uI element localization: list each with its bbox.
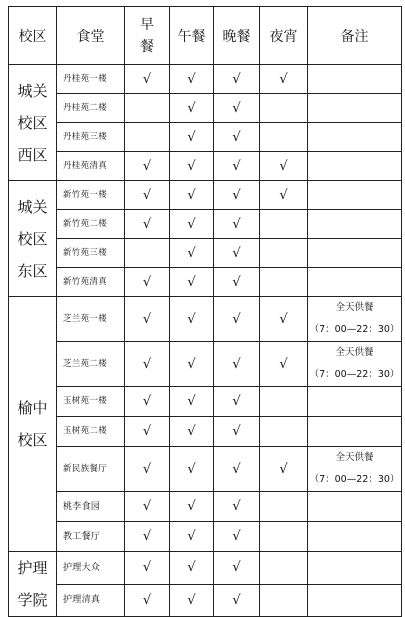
late-night-mark <box>260 239 308 268</box>
breakfast-mark: √ <box>125 584 170 617</box>
canteen-meal-table <box>8 6 402 617</box>
header-row <box>9 7 402 65</box>
table-row <box>9 447 402 492</box>
lunch-mark: √ <box>170 417 214 447</box>
remarks-cell <box>308 552 402 585</box>
breakfast-mark: √ <box>125 387 170 417</box>
remarks-cell <box>308 584 402 617</box>
breakfast-mark <box>125 94 170 123</box>
table-row <box>9 152 402 181</box>
header-lunch: 午餐 <box>170 7 214 65</box>
late-night-mark <box>260 584 308 617</box>
dinner-mark: √ <box>214 297 260 342</box>
lunch-mark: √ <box>170 181 214 210</box>
lunch-mark: √ <box>170 492 214 522</box>
late-night-mark: √ <box>260 152 308 181</box>
late-night-mark <box>260 268 308 297</box>
canteen-name: 教工餐厅 <box>57 522 125 552</box>
dinner-mark: √ <box>214 552 260 585</box>
breakfast-mark: √ <box>125 297 170 342</box>
dinner-mark: √ <box>214 65 260 94</box>
lunch-mark: √ <box>170 239 214 268</box>
remarks-cell: 全天供餐 （7：00—22：30） <box>308 297 402 342</box>
table-row <box>9 123 402 152</box>
canteen-name: 新竹苑二楼 <box>57 210 125 239</box>
canteen-name: 新竹苑清真 <box>57 268 125 297</box>
late-night-mark <box>260 210 308 239</box>
breakfast-mark: √ <box>125 181 170 210</box>
breakfast-mark: √ <box>125 552 170 585</box>
breakfast-mark: √ <box>125 447 170 492</box>
dinner-mark: √ <box>214 268 260 297</box>
dinner-mark: √ <box>214 584 260 617</box>
table-row <box>9 94 402 123</box>
lunch-mark: √ <box>170 268 214 297</box>
late-night-mark: √ <box>260 342 308 387</box>
canteen-name: 新民族餐厅 <box>57 447 125 492</box>
remarks-cell <box>308 492 402 522</box>
breakfast-mark: √ <box>125 417 170 447</box>
breakfast-mark <box>125 239 170 268</box>
remarks-cell <box>308 123 402 152</box>
dinner-mark: √ <box>214 492 260 522</box>
table-row <box>9 65 402 94</box>
late-night-mark <box>260 552 308 585</box>
campus-cell: 城关 校区 东区 <box>9 181 57 297</box>
table-row <box>9 342 402 387</box>
remarks-cell <box>308 210 402 239</box>
table-row <box>9 492 402 522</box>
dinner-mark: √ <box>214 94 260 123</box>
table-row <box>9 417 402 447</box>
dinner-mark: √ <box>214 522 260 552</box>
breakfast-mark: √ <box>125 268 170 297</box>
canteen-name: 丹桂苑一楼 <box>57 65 125 94</box>
remarks-cell: 全天供餐 （7：00—22：30） <box>308 342 402 387</box>
campus-cell: 护理 学院 <box>9 552 57 617</box>
dinner-mark: √ <box>214 152 260 181</box>
late-night-mark: √ <box>260 65 308 94</box>
campus-cell: 榆中 校区 <box>9 297 57 552</box>
header-dinner: 晚餐 <box>214 7 260 65</box>
dinner-mark: √ <box>214 239 260 268</box>
breakfast-mark: √ <box>125 152 170 181</box>
table-row <box>9 239 402 268</box>
canteen-name: 玉树苑一楼 <box>57 387 125 417</box>
table-row <box>9 268 402 297</box>
remarks-cell <box>308 268 402 297</box>
late-night-mark <box>260 123 308 152</box>
remarks-cell <box>308 94 402 123</box>
dinner-mark: √ <box>214 387 260 417</box>
canteen-name: 新竹苑三楼 <box>57 239 125 268</box>
remarks-cell <box>308 152 402 181</box>
late-night-mark: √ <box>260 447 308 492</box>
lunch-mark: √ <box>170 584 214 617</box>
remarks-cell <box>308 65 402 94</box>
breakfast-mark <box>125 123 170 152</box>
dinner-mark: √ <box>214 210 260 239</box>
late-night-mark <box>260 522 308 552</box>
header-breakfast <box>125 7 170 65</box>
table-row <box>9 387 402 417</box>
lunch-mark: √ <box>170 210 214 239</box>
late-night-mark <box>260 417 308 447</box>
table-row <box>9 552 402 585</box>
lunch-mark: √ <box>170 387 214 417</box>
table-row <box>9 522 402 552</box>
header-breakfast-label: 早 餐 <box>140 16 154 55</box>
canteen-name: 芝兰苑一楼 <box>57 297 125 342</box>
dinner-mark: √ <box>214 417 260 447</box>
campus-cell: 城关 校区 西区 <box>9 65 57 181</box>
table-row <box>9 210 402 239</box>
canteen-schedule-sheet <box>8 6 401 610</box>
lunch-mark: √ <box>170 522 214 552</box>
lunch-mark: √ <box>170 297 214 342</box>
lunch-mark: √ <box>170 552 214 585</box>
lunch-mark: √ <box>170 123 214 152</box>
lunch-mark: √ <box>170 65 214 94</box>
remarks-cell <box>308 417 402 447</box>
breakfast-mark: √ <box>125 522 170 552</box>
breakfast-mark: √ <box>125 342 170 387</box>
late-night-mark <box>260 387 308 417</box>
remarks-cell <box>308 181 402 210</box>
dinner-mark: √ <box>214 342 260 387</box>
canteen-name: 新竹苑一楼 <box>57 181 125 210</box>
canteen-name: 丹桂苑三楼 <box>57 123 125 152</box>
late-night-mark: √ <box>260 181 308 210</box>
remarks-cell <box>308 239 402 268</box>
dinner-mark: √ <box>214 123 260 152</box>
dinner-mark: √ <box>214 181 260 210</box>
late-night-mark: √ <box>260 297 308 342</box>
remarks-cell <box>308 387 402 417</box>
late-night-mark <box>260 94 308 123</box>
canteen-name: 玉树苑二楼 <box>57 417 125 447</box>
breakfast-mark: √ <box>125 65 170 94</box>
dinner-mark: √ <box>214 447 260 492</box>
breakfast-mark: √ <box>125 210 170 239</box>
canteen-name: 芝兰苑二楼 <box>57 342 125 387</box>
header-remarks: 备注 <box>308 7 402 65</box>
canteen-name: 护理清真 <box>57 584 125 617</box>
table-row <box>9 297 402 342</box>
table-row <box>9 181 402 210</box>
canteen-name: 丹桂苑清真 <box>57 152 125 181</box>
header-late-night: 夜宵 <box>260 7 308 65</box>
table-row <box>9 584 402 617</box>
remarks-cell: 全天供餐 （7：00—22：30） <box>308 447 402 492</box>
lunch-mark: √ <box>170 94 214 123</box>
lunch-mark: √ <box>170 342 214 387</box>
header-campus: 校区 <box>9 7 57 65</box>
canteen-name: 护理大众 <box>57 552 125 585</box>
lunch-mark: √ <box>170 447 214 492</box>
canteen-name: 丹桂苑二楼 <box>57 94 125 123</box>
breakfast-mark: √ <box>125 492 170 522</box>
header-canteen: 食堂 <box>57 7 125 65</box>
remarks-cell <box>308 522 402 552</box>
lunch-mark: √ <box>170 152 214 181</box>
late-night-mark <box>260 492 308 522</box>
canteen-name: 桃李食园 <box>57 492 125 522</box>
